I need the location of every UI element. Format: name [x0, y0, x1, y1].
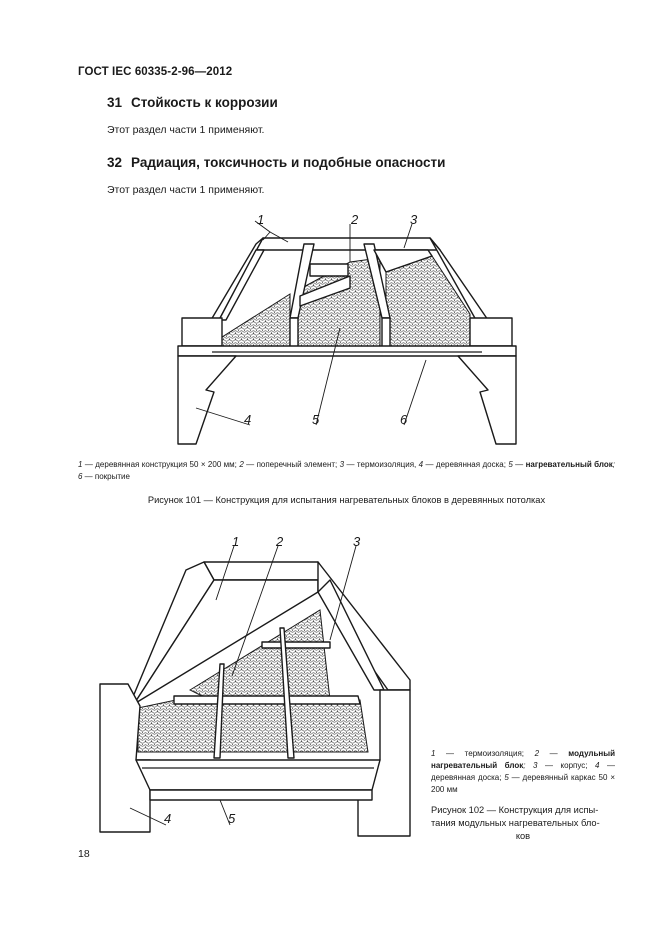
page-number: 18 — [78, 848, 90, 860]
front-frame — [136, 760, 380, 790]
caption-line: ков — [515, 831, 531, 841]
legend-text: — — [512, 460, 526, 469]
legend-num: 4 — [418, 460, 424, 469]
cross-member — [310, 264, 348, 276]
front-frame-lower — [150, 790, 372, 800]
section-32-text: Этот раздел части 1 применяют. — [107, 184, 265, 196]
figure-101-legend — [78, 459, 615, 483]
caption-line: тания модульных нагревательных бло- — [431, 818, 600, 828]
callout-label: 2 — [351, 212, 359, 227]
left-side-beam-face — [219, 250, 264, 320]
callout-label: 5 — [312, 412, 320, 427]
figure-102-caption — [431, 804, 615, 843]
legend-text: — деревянный каркас 50 × 200 мм — [431, 773, 615, 794]
insulation-area — [138, 700, 368, 752]
legend-text: — термоизоляция; — [435, 749, 535, 758]
document-header: ГОСТ IEC 60335-2-96—2012 — [78, 66, 233, 78]
callout-label: 4 — [164, 811, 172, 826]
legend-num: 5 — [508, 460, 513, 469]
callout-label: 6 — [400, 412, 408, 427]
section-31-text: Этот раздел части 1 применяют. — [107, 124, 265, 136]
legend-term: модульный нагревательный блок — [431, 749, 615, 770]
legend-num: ; 3 — [523, 761, 538, 770]
caption-line: Рисунок 102 — Конструкция для испы- — [431, 805, 599, 815]
section-title-text: Стойкость к коррозии — [131, 95, 278, 110]
callout-label: 2 — [276, 534, 284, 549]
legend-num: 5 — [504, 773, 509, 782]
callout-label: 1 — [257, 212, 265, 227]
legend-num: 4 — [595, 761, 600, 770]
end-post-left — [100, 684, 150, 832]
legend-num: 1 — [431, 749, 436, 758]
figure-101-caption: Рисунок 101 — Конструкция для испытания нагревательных блоков в деревянных потолках — [147, 495, 546, 505]
callout-label: 1 — [232, 534, 240, 549]
legend-term: нагревательный блок — [525, 460, 613, 469]
callout-label: 3 — [353, 534, 361, 549]
figure-102 — [100, 534, 410, 836]
legend-text: — покрытие — [82, 472, 130, 481]
board-right — [458, 356, 516, 444]
legend-text: — деревянная доска; — [431, 761, 615, 782]
legend-text: — деревянная конструкция 50 × 200 мм; — [82, 460, 240, 469]
legend-num: 1 — [78, 460, 83, 469]
legend-text: — деревянная доска; — [423, 460, 509, 469]
front-beam-left — [182, 318, 222, 346]
cover-plate — [178, 346, 516, 356]
callout-label: 5 — [228, 811, 236, 826]
front-beam-right — [470, 318, 512, 346]
legend-num: 2 — [239, 460, 244, 469]
legend-num: 3 — [339, 460, 345, 469]
callout-label: 3 — [410, 212, 418, 227]
section-title-text: Радиация, токсичность и подобные опасности — [131, 155, 446, 170]
legend-text: — поперечный элемент; — [243, 460, 340, 469]
section-number: 32 — [107, 155, 123, 170]
rail — [262, 642, 330, 648]
board-left — [178, 356, 236, 444]
legend-text: — — [539, 749, 569, 758]
figure-101 — [178, 212, 516, 444]
insulation-area — [386, 256, 470, 346]
legend-text: — корпус; — [537, 761, 596, 770]
legend-num: 2 — [534, 749, 540, 758]
figure-102-legend — [431, 748, 615, 796]
section-number: 31 — [107, 95, 123, 110]
rail — [174, 696, 360, 704]
legend-num: ; 6 — [78, 460, 615, 481]
legend-text: — термоизоляция, — [344, 460, 419, 469]
callout-label: 4 — [244, 412, 252, 427]
